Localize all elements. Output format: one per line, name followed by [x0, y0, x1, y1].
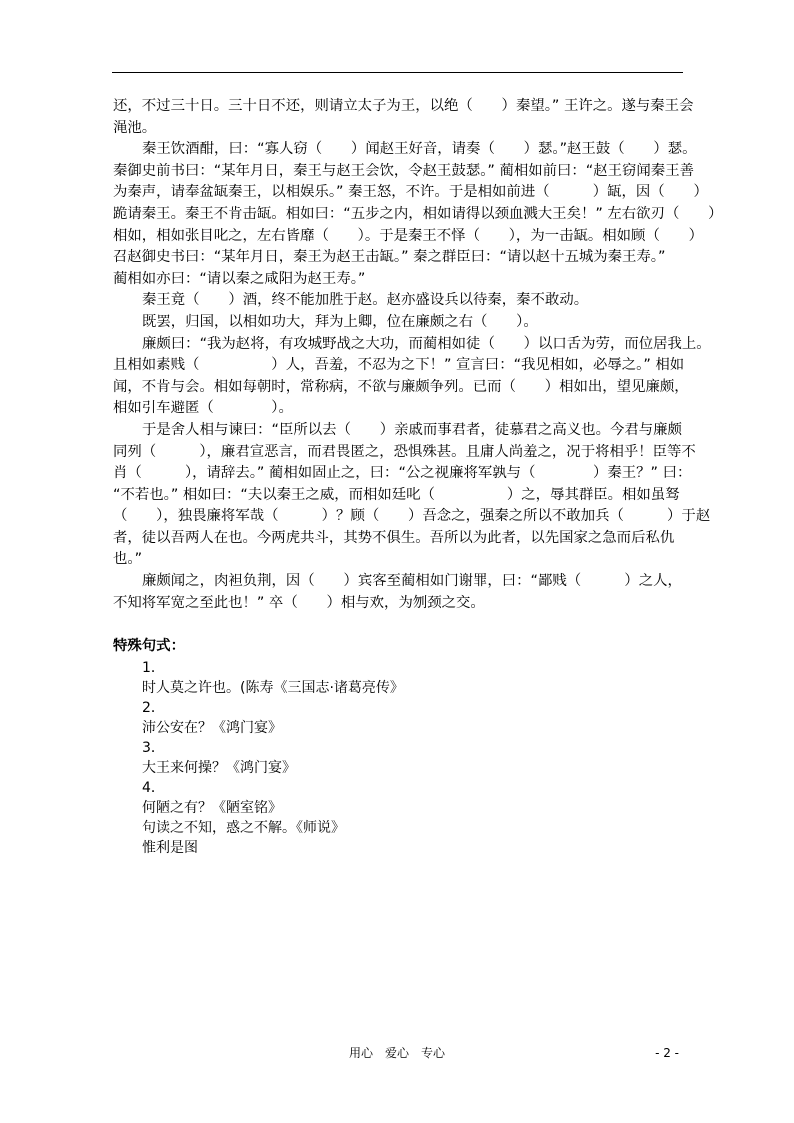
special-sentence-list [113, 658, 688, 858]
text-line: 蔺相如亦曰：“请以秦之咸阳为赵王寿。” [113, 270, 366, 287]
list-line: 4． [142, 780, 165, 797]
text-line: 渑池。 [113, 119, 157, 136]
text-line: 廉颇闻之，肉袒负荆，因（ ）宾客至蔺相如门谢罪，曰：“鄙贱（ ）之人， [142, 573, 682, 590]
text-line: 不知将军宽之至此也！” 卒（ ）相与欢，为刎颈之交。 [113, 594, 485, 611]
text-line: 者，徒以吾两人在也。今两虎共斗，其势不俱生。吾所以为此者，以先国家之急而后私仇 [113, 529, 675, 546]
text-line: （ ），独畏廉将军哉（ ）？顾（ ）吾念之，强秦之所以不敢加兵（ ）于赵 [113, 508, 711, 525]
text-line: 秦王竟（ ）酒，终不能加胜于赵。赵亦盛设兵以待秦，秦不敢动。 [142, 292, 589, 309]
list-line: 3． [142, 740, 165, 757]
text-line: 且相如素贱（ ）人，吾羞，不忍为之下！” 宣言曰：“我见相如，必辱之。” 相如 [113, 357, 685, 374]
text-line: 还，不过三十日。三十日不还，则请立太子为王，以绝（ ）秦望。” 王许之。遂与秦王会 [113, 98, 694, 114]
text-line: 闻，不肯与会。相如每朝时，常称病，不欲与廉颇争列。已而（ ）相如出，望见廉颇， [113, 378, 689, 395]
text-line: 也。” [113, 551, 143, 568]
page-number: - 2 - [655, 1046, 679, 1060]
text-line: 同列（ ），廉君宣恶言，而君畏匿之，恐惧殊甚。且庸人尚羞之，况于将相乎！臣等不 [113, 443, 696, 460]
text-line: 召赵御史书曰：“某年月日，秦王为赵王击缻。” 秦之群臣曰：“请以赵十五城为秦王寿。” [113, 249, 666, 266]
list-line: 时人莫之许也。(陈寿《三国志·诸葛亮传》 [142, 680, 404, 697]
list-line: 1． [142, 660, 165, 677]
document-body [113, 96, 723, 858]
section-heading: 特殊句式： [113, 638, 185, 655]
text-line: 于是舍人相与谏曰：“臣所以去（ ）亲戚而事君者，徒慕君之高义也。今君与廉颇 [142, 421, 682, 438]
page-footer [0, 1043, 794, 1063]
text-line: 廉颇曰：“我为赵将，有攻城野战之大功，而蔺相如徒（ ）以口舌为劳，而位居我上。 [142, 335, 711, 352]
list-line: 大王来何操？《鸿门宴》 [142, 760, 296, 777]
text-line: 肖（ ），请辞去。” 蔺相如固止之，曰：“公之视廉将军孰与（ ）秦王？” 曰： [113, 465, 692, 482]
footer-motto: 用心 爱心 专心 [348, 1046, 445, 1060]
list-line: 惟利是图 [142, 840, 198, 857]
text-line: 秦御史前书曰：“某年月日，秦王与赵王会饮，令赵王鼓瑟。” 蔺相如前曰：“赵王窃闻秦王善 [113, 162, 694, 179]
text-line: 相如引车避匿（ ）。 [113, 400, 293, 417]
text-line: 为秦声，请奉盆缻秦王，以相娱乐。” 秦王怒，不许。于是相如前进（ ）缻，因（ ） [113, 184, 708, 201]
header-rule [112, 72, 683, 73]
list-line: 何陋之有？《陋室铭》 [142, 800, 282, 817]
main-text [113, 96, 723, 614]
list-line: 2． [142, 700, 165, 717]
text-line: 秦王饮酒酣，曰：“寡人窃（ ）闻赵王好音，请奏（ ）瑟。”赵王鼓（ ）瑟。 [142, 141, 697, 158]
text-line: 相如，相如张目叱之，左右皆靡（ ）。于是秦王不怿（ ），为一击缻。相如顾（ ） [113, 227, 704, 244]
list-line: 句读之不知，惑之不解。《师说》 [142, 820, 345, 837]
list-line: 沛公安在？《鸿门宴》 [142, 720, 282, 737]
text-line: 既罢，归国，以相如功大，拜为上卿，位在廉颇之右（ ）。 [142, 313, 538, 330]
text-line: 跪请秦王。秦王不肯击缻。相如曰：“五步之内，相如请得以颈血溅大王矣！” 左右欲刃（ ） [113, 205, 723, 222]
text-line: “不若也。” 相如曰：“夫以秦王之威，而相如廷叱（ ）之，辱其群臣。相如虽驽 [113, 486, 680, 503]
